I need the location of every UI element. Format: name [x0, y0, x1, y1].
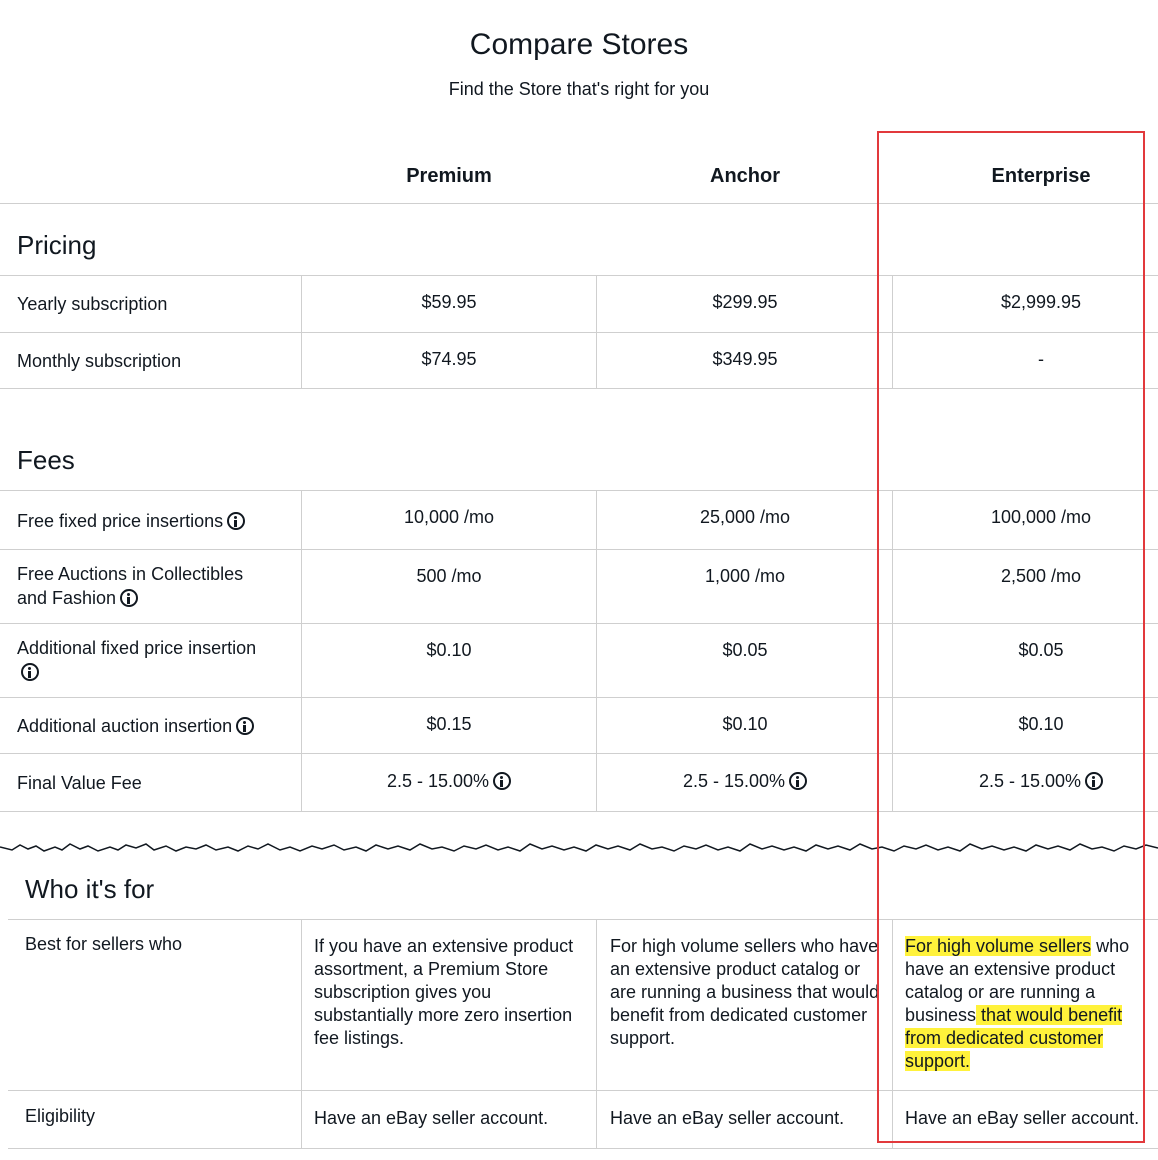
enterprise-annotation-box [877, 131, 1145, 1143]
column-divider [596, 920, 597, 1148]
column-divider [596, 276, 597, 388]
cell-anchor-free-auctions: 1,000 /mo [704, 566, 786, 586]
row-label-free-auctions [17, 562, 287, 610]
column-divider [301, 491, 302, 811]
info-icon[interactable] [789, 772, 807, 790]
row-label-text-line1: Free Auctions in Collectibles [17, 564, 244, 584]
highlighted-text: that would benefit from dedicated customer support. [905, 1005, 1123, 1071]
row-label-text: Additional fixed price insertion [17, 638, 257, 658]
info-icon[interactable] [493, 772, 511, 790]
row-label-yearly-subscription: Yearly subscription [17, 294, 168, 314]
divider [0, 203, 288, 204]
column-divider [596, 491, 597, 811]
row-label-text: Additional auction insertion [17, 716, 233, 736]
row-label-monthly-subscription: Monthly subscription [17, 351, 182, 371]
row-label-text-line2: and Fashion [17, 588, 117, 608]
row-label-text: Free fixed price insertions [17, 511, 224, 531]
cell-premium-add-auction: $0.15 [426, 714, 472, 734]
body-text: who have an extensive product catalog or are running a business [905, 936, 1130, 1025]
cell-anchor-free-fixed: 25,000 /mo [699, 507, 791, 527]
fvf-value: 2.5 - 15.00% [386, 771, 490, 791]
fvf-value: 2.5 - 15.00% [682, 771, 786, 791]
row-label-free-fixed-price-insertions [17, 509, 287, 533]
cell-anchor-yearly: $299.95 [712, 292, 778, 312]
divider [8, 1148, 1158, 1149]
section-title-fees: Fees [17, 445, 75, 475]
column-divider [301, 920, 302, 1148]
cell-premium-yearly: $59.95 [421, 292, 477, 312]
info-icon[interactable] [120, 589, 138, 607]
section-title-pricing: Pricing [17, 230, 97, 260]
row-label-best-for: Best for sellers who [25, 934, 183, 954]
cell-enterprise-add-auction: $0.10 [1018, 714, 1064, 734]
best-for-premium-text: If you have an extensive product assortment, a Premium Store subscription gives you substantially more zero insertion fee listings. [314, 936, 574, 1048]
row-label-eligibility: Eligibility [25, 1106, 96, 1126]
cell-premium-free-auctions: 500 /mo [416, 566, 482, 586]
cell-premium-free-fixed: 10,000 /mo [403, 507, 495, 527]
row-label-final-value-fee: Final Value Fee [17, 773, 142, 793]
cell-enterprise-add-fixed: $0.05 [1018, 640, 1064, 660]
eligibility-premium: Have an eBay seller account. [314, 1108, 549, 1128]
row-label-additional-fixed-price-insertion [17, 636, 287, 684]
cell-premium-fvf [301, 771, 597, 792]
column-header-anchor: Anchor [710, 165, 780, 187]
column-header-enterprise: Enterprise [991, 165, 1091, 187]
cell-enterprise-free-fixed: 100,000 /mo [990, 507, 1092, 527]
column-divider [301, 276, 302, 388]
info-icon[interactable] [236, 717, 254, 735]
cell-anchor-monthly: $349.95 [712, 349, 778, 369]
best-for-anchor-text: For high volume sellers who have an extensive product catalog or are running a business that would benefit from dedicated customer support. [610, 936, 880, 1048]
eligibility-anchor: Have an eBay seller account. [610, 1108, 845, 1128]
cell-premium-add-fixed: $0.10 [426, 640, 472, 660]
cell-anchor-add-fixed: $0.05 [722, 640, 768, 660]
page-subtitle: Find the Store that's right for you [448, 79, 710, 99]
info-icon[interactable] [227, 512, 245, 530]
cell-anchor-add-auction: $0.10 [722, 714, 768, 734]
cell-enterprise-yearly: $2,999.95 [1000, 292, 1082, 312]
column-header-premium: Premium [406, 165, 492, 187]
row-label-additional-auction-insertion [17, 714, 287, 738]
eligibility-enterprise: Have an eBay seller account. [905, 1108, 1140, 1128]
info-icon[interactable] [21, 663, 39, 681]
section-title-who-its-for: Who it's for [25, 874, 155, 904]
highlighted-text: For high volume sellers [905, 936, 1092, 956]
page-title: Compare Stores [469, 28, 689, 61]
cell-enterprise-monthly: - [1038, 349, 1044, 369]
cell-premium-monthly: $74.95 [421, 349, 477, 369]
cell-enterprise-free-auctions: 2,500 /mo [1000, 566, 1082, 586]
cell-anchor-fvf [597, 771, 893, 792]
fvf-value: 2.5 - 15.00% [978, 771, 1082, 791]
